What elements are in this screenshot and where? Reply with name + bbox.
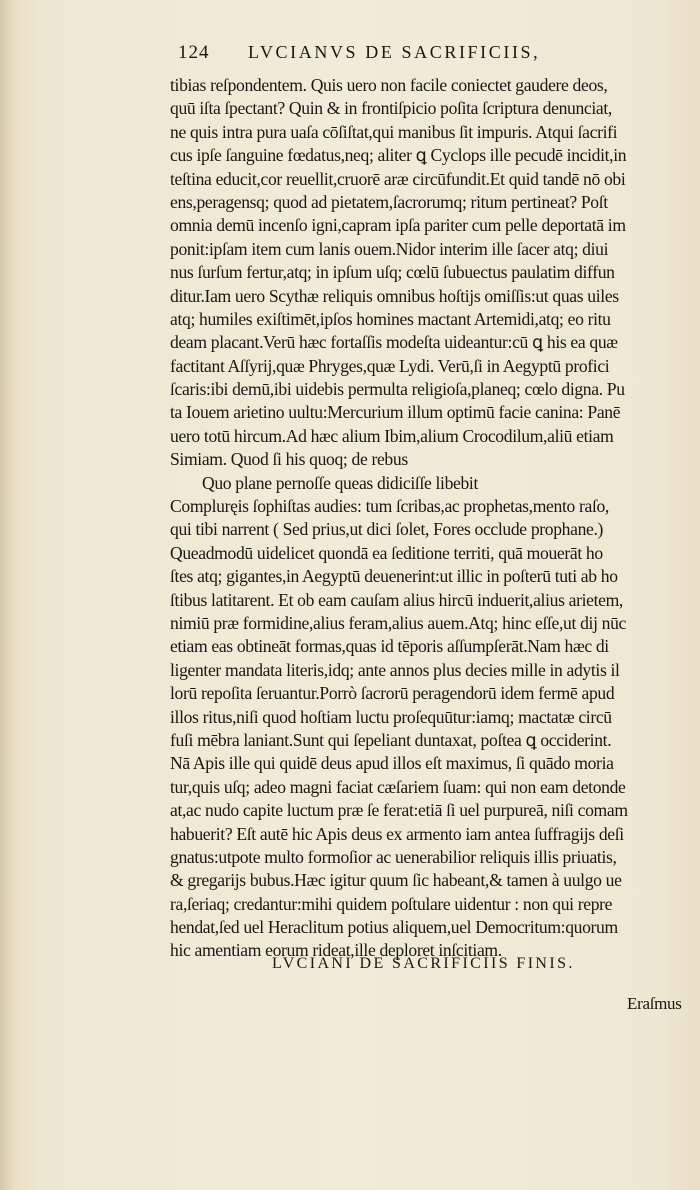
text-line: ſcaris:ibi demū,ibi uidebis permulta religioſa,planeq; cœlo digna. Pu xyxy=(170,379,625,400)
text-line: Queadmodū uidelicet quondā ea ſeditione territi, quā mouerāt ho xyxy=(170,542,603,563)
running-head: LVCIANVS DE SACRIFICIIS, xyxy=(248,42,541,62)
text-line: gnatus:utpote multo formoſior ac uenerabilior reliquis illis priuatis, xyxy=(170,846,617,867)
text-line: qui tibi narrent ( Sed prius,ut dici ſolet, Fores occlude prophane.) xyxy=(170,519,604,540)
text-line: teſtina educit,cor reuellit,cruorē aræ circūfundit.Et quid tandē nō obi xyxy=(170,168,626,189)
text-line: deam placant.Verū hæc fortaſſis modeſta uideantur:cū ꝗ his ea quæ xyxy=(170,332,618,353)
text-line: ditur.Iam uero Scythæ reliquis omnibus hoſtijs omiſſis:ut quas uiles xyxy=(170,285,619,306)
gutter-shadow xyxy=(0,0,14,1190)
text-line: fuſi mēbra laniant.Sunt qui ſepeliant duntaxat, poſtea ꝗ occiderint. xyxy=(170,729,612,750)
text-line: tibias reſpondentem. Quis uero non facile coniectet gaudere deos, xyxy=(170,75,608,95)
text-line: ra,ſeriaq; credantur:mihi quidem poſtulare uidentur : non qui repre xyxy=(170,893,613,914)
text-line: ne quis intra pura uaſa cōſiſtat,qui manibus ſit impuris. Atqui ſacrifi xyxy=(170,121,618,142)
text-line: factitant Aſſyrij,quæ Phryges,quæ Lydi. Verū,ſi in Aegyptū profici xyxy=(170,355,610,376)
text-line: hendat,ſed uel Heraclitum potius aliquem,uel Democritum:quorum xyxy=(170,917,618,938)
text-line: quū iſta ſpectant? Quin & in frontiſpicio poſita ſcriptura denunciat, xyxy=(170,98,612,119)
text-line: etiam eas obtineāt formas,quas id tēporis aſſumpſerāt.Nam hæc di xyxy=(170,636,609,657)
text-line: ens,peragensq; quod ad pietatem,ſacrorumq; ritum pertineat? Poſt xyxy=(170,191,608,212)
text-line: Compluręis ſophiſtas audies: tum ſcribas,ac prophetas,mento raſo, xyxy=(170,496,609,517)
text-line: ponit:ipſam item cum lanis ouem.Nidor interim ille ſacer atq; diui xyxy=(170,238,609,259)
text-line: tur,quis uſq; adeo magni faciat cæſariem ſuam: qui non eam detonde xyxy=(170,776,626,797)
text-line: ligenter mandata literis,idq; ante annos plus decies mille in adytis il xyxy=(170,659,620,680)
colophon: LVCIANI DE SACRIFICIIS FINIS. xyxy=(272,955,575,972)
text-line: lorū repoſita ſeruantur.Porrò ſacrorū peragendorū idem fermē apud xyxy=(170,683,615,704)
page-header xyxy=(178,42,618,68)
text-line: hic amentiam eorum rideat,ille deploret inſcitiam. xyxy=(170,940,502,961)
text-line: nimiū præ formidine,alius feram,alius auem.Atq; hinc eſſe,ut dij nūc xyxy=(170,612,627,633)
verse-line: Quo plane pernoſſe queas didiciſſe libebit xyxy=(202,472,479,493)
folio-number: 124 xyxy=(178,42,210,63)
text-line: & gregarijs bubus.Hæc igitur quum ſic habeant,& tamen à uulgo ue xyxy=(170,870,622,891)
text-line: ſtes atq; gigantes,in Aegyptū deuenerint:ut illic in poſterū tuti ab ho xyxy=(170,566,618,587)
text-line: cus ipſe ſanguine fœdatus,neq; aliter ꝗ Cyclops ille pecudē incidit,in xyxy=(170,145,627,166)
text-line: ta Iouem arietino uultu:Mercurium illum optimū facie canina: Panē xyxy=(170,402,621,423)
text-line: habuerit? Eſt autē hic Apis deus ex armento iam antea ſuffragijs deſi xyxy=(170,823,624,844)
text-line: omnia demū incenſo igni,capram ipſa pariter cum pelle deportatā im xyxy=(170,215,626,236)
text-line: atq; humiles exiſtimēt,ipſos homines mactant Artemidi,atq; eo ritu xyxy=(170,308,611,329)
body-text xyxy=(170,74,690,963)
text-line: Nā Apis ille qui quidē deus apud illos eſt maximus, ſi quādo moria xyxy=(170,753,614,774)
text-line: ſtibus latitarent. Et ob eam cauſam alius hircū induerit,alius arietem, xyxy=(170,589,623,610)
text-line: at,ac nudo capite luctum præ ſe ferat:etiā ſi uel purpureā, niſi comam xyxy=(170,800,628,821)
text-line: uero totū hircum.Ad hæc alium Ibim,alium Crocodilum,aliū etiam xyxy=(170,425,614,446)
catchword: Eraſmus xyxy=(627,994,682,1013)
text-line: illos ritus,niſi quod hoſtiam luctu proſequūtur:iamq; mactatæ circū xyxy=(170,706,612,727)
text-line: nus ſurſum fertur,atq; in ipſum uſq; cœlū ſubuectus paulatim diffun xyxy=(170,262,615,283)
text-line: Simiam. Quod ſi his quoq; de rebus xyxy=(170,449,408,470)
